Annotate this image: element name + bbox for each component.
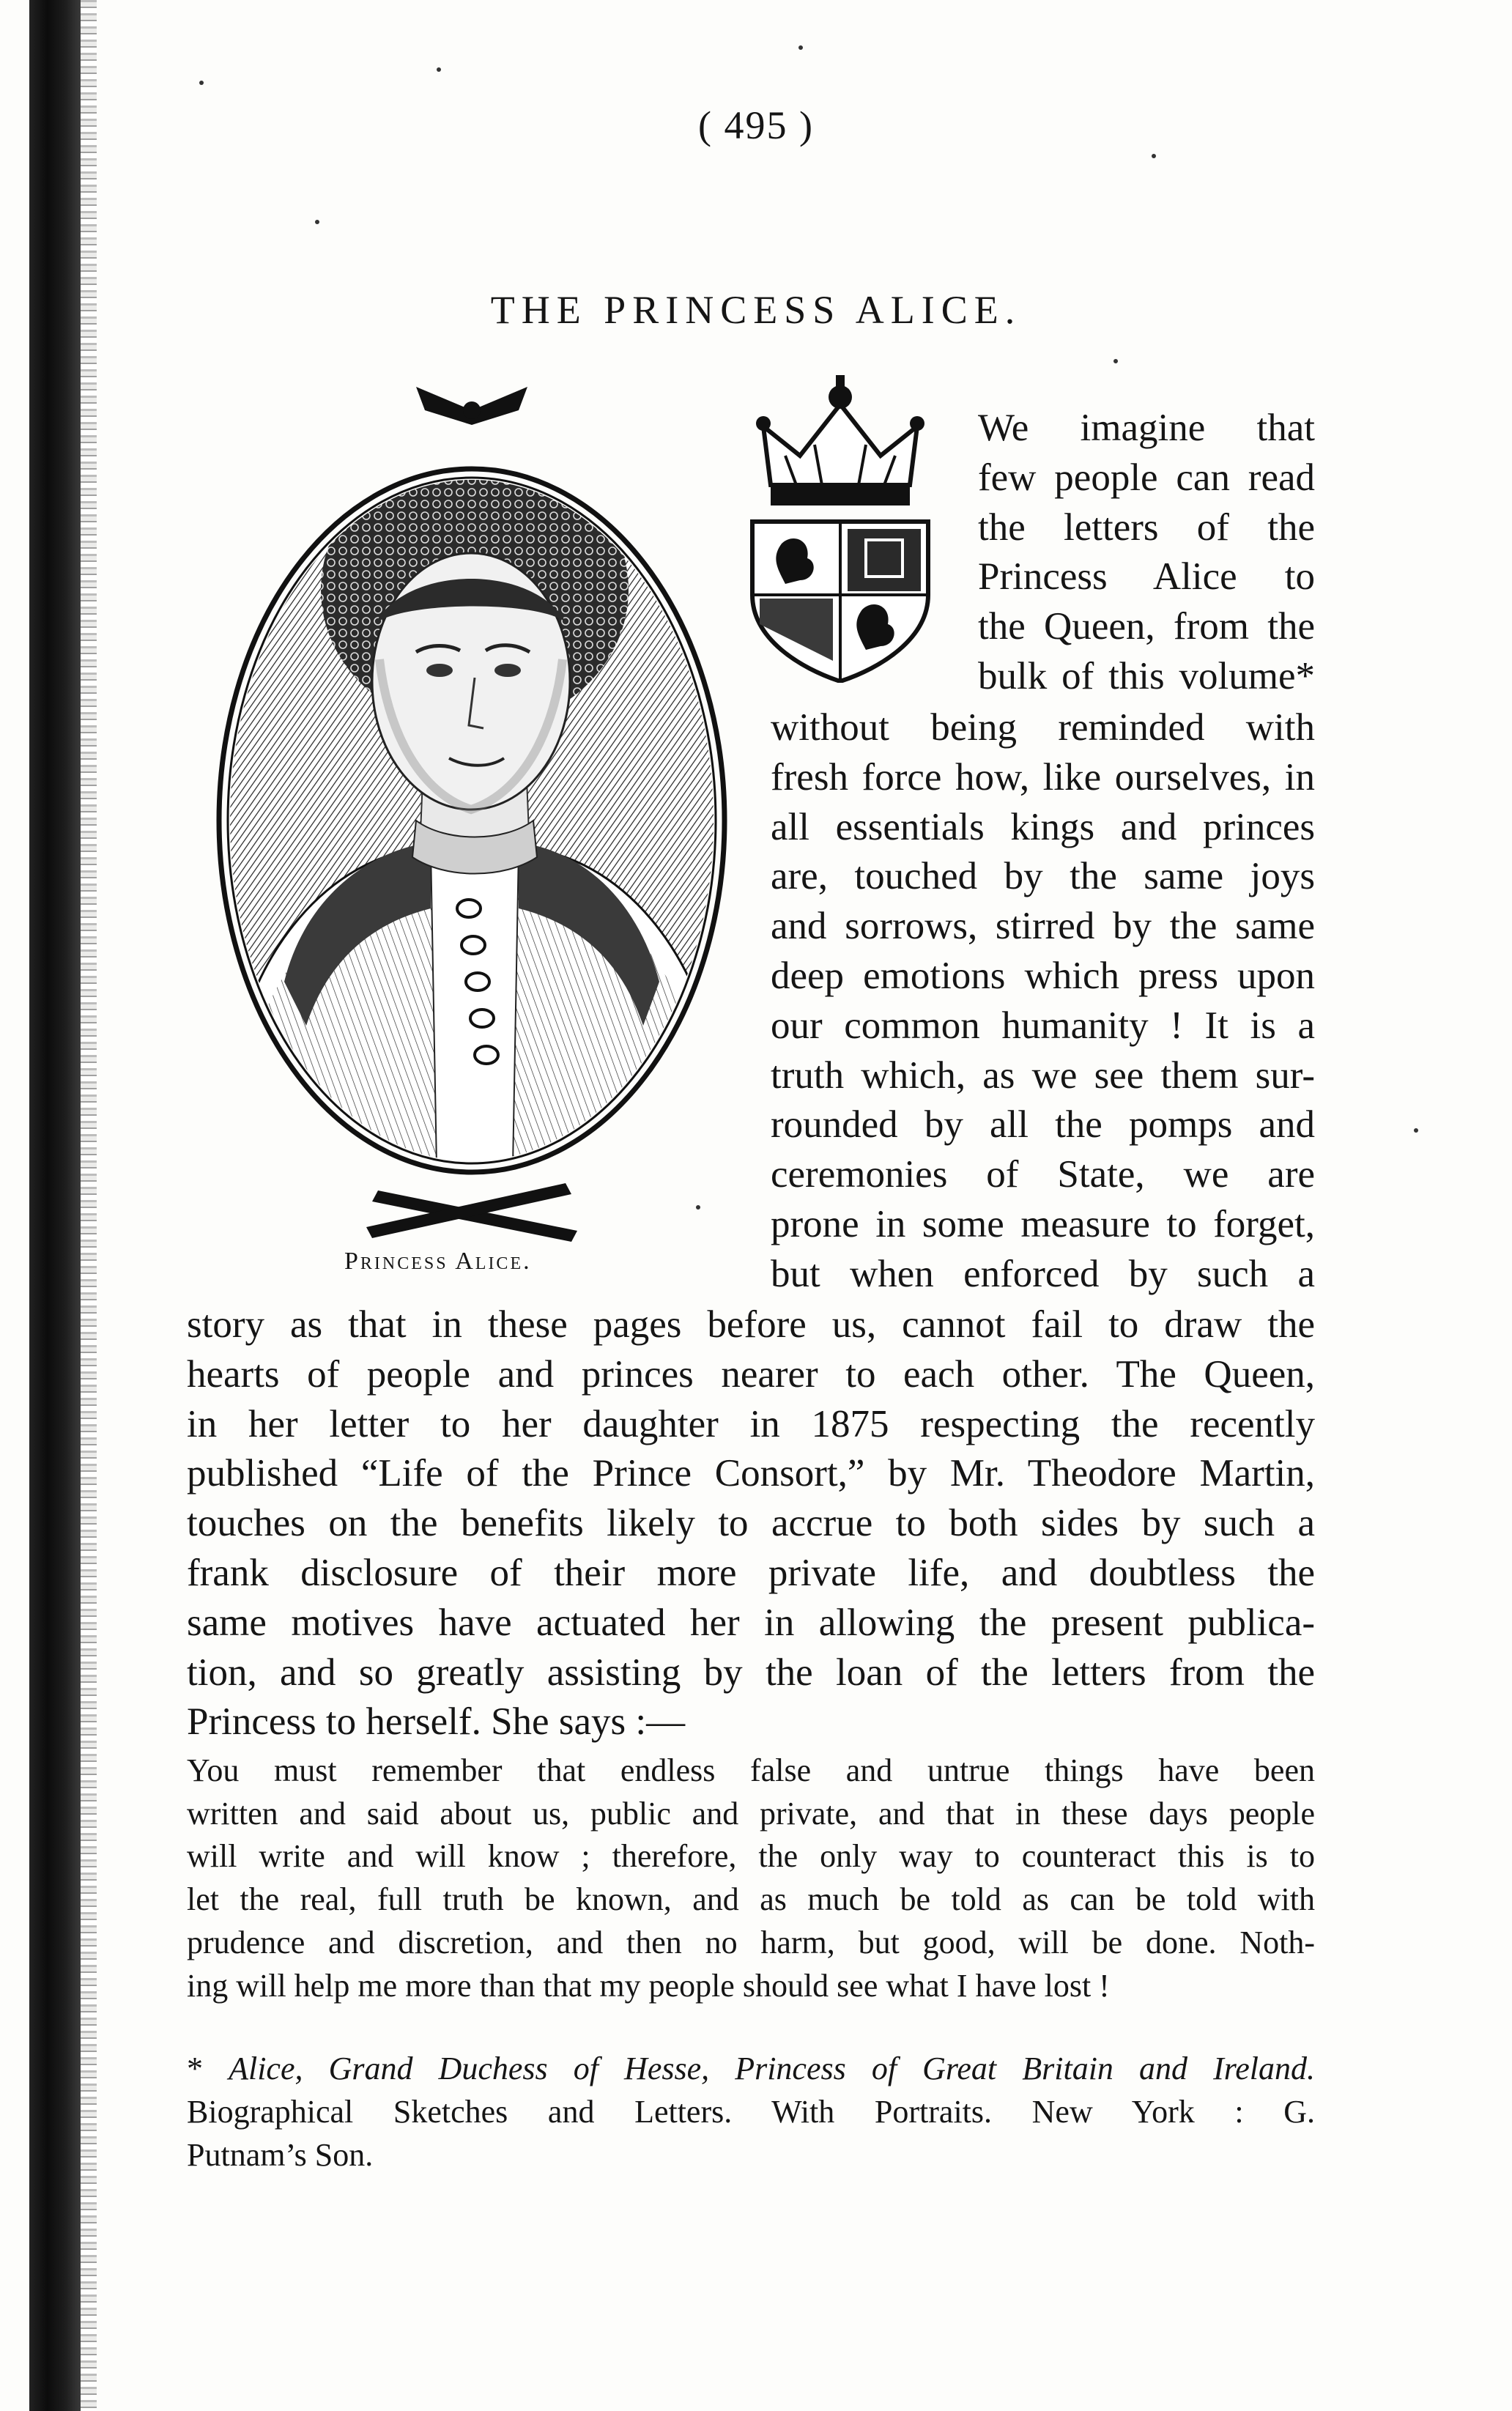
footnote <box>187 2047 1315 2177</box>
text-line: few people can read <box>978 456 1315 499</box>
quote-line: prudence and discretion, and then no harm, but good, will be done. Noth- <box>187 1924 1315 1960</box>
footnote-line: Putnam’s Son. <box>187 2137 374 2173</box>
scan-speck <box>1113 359 1118 363</box>
footnote-first-line <box>187 2047 1315 2090</box>
text-line: without being reminded with <box>771 706 1315 749</box>
text-line: the letters of the <box>978 505 1315 549</box>
text-line: rounded by all the pomps and <box>771 1103 1315 1147</box>
text-line: tion, and so greatly assisting by the loan of the letters from the <box>187 1651 1315 1694</box>
scan-speck <box>199 81 204 85</box>
full-width-paragraph <box>187 1300 1315 1747</box>
text-line: the Queen, from the <box>978 605 1315 648</box>
text-line: prone in some measure to forget, <box>771 1202 1315 1245</box>
text-line: Princess Alice to <box>978 555 1315 599</box>
text-line: story as that in these pages before us, cannot fail to draw the <box>187 1303 1315 1346</box>
block-quote <box>187 1749 1315 2007</box>
scan-speck <box>798 45 803 50</box>
quote-line: let the real, full truth be known, and as much be told as can be told with <box>187 1881 1315 1918</box>
footnote-book-title: Alice, Grand Duchess of Hesse, Princess of Great Britain and Ireland. <box>229 2051 1316 2086</box>
scan-speck <box>1152 154 1156 158</box>
quote-line: will write and will know ; therefore, the only way to counteract this is to <box>187 1838 1315 1875</box>
text-line: and sorrows, stirred by the same <box>771 905 1315 948</box>
text-line: fresh force how, like ourselves, in <box>771 755 1315 799</box>
footnote-marker: * <box>187 2051 229 2086</box>
scan-speck <box>437 67 441 72</box>
text-line: are, touched by the same joys <box>771 855 1315 898</box>
text-line: We imagine that <box>978 407 1315 449</box>
text-line: hearts of people and princes nearer to each other. The Queen, <box>187 1352 1315 1396</box>
middle-column <box>771 703 1315 1300</box>
text-line: deep emotions which press upon <box>771 954 1315 997</box>
book-binding-gutter <box>29 0 81 2411</box>
page-edge-shadow <box>81 0 97 2411</box>
page-number: ( 495 ) <box>698 103 814 147</box>
text-line: frank disclosure of their more private life, and doubtless the <box>187 1551 1315 1594</box>
text-line: our common humanity ! It is a <box>771 1004 1315 1047</box>
scan-speck <box>1414 1128 1418 1133</box>
text-line: all essentials kings and princes <box>771 805 1315 848</box>
royal-crest-icon <box>741 375 939 683</box>
scan-speck <box>696 1205 700 1210</box>
text-line: same motives have actuated her in allowing the present publica- <box>187 1601 1315 1644</box>
text-line: truth which, as we see them sur- <box>771 1053 1315 1097</box>
text-line: but when enforced by such a <box>771 1252 1315 1295</box>
text-line: ceremonies of State, we are <box>771 1153 1315 1196</box>
text-line: published “Life of the Prince Consort,” by Mr. Theodore Martin, <box>187 1452 1315 1495</box>
text-line: Princess to herself. She says :— <box>187 1700 686 1744</box>
opening-column <box>978 404 1315 702</box>
footnote-line: Biographical Sketches and Letters. With Portraits. New York : G. <box>187 2094 1315 2130</box>
quote-line: written and said about us, public and private, and that in these days people <box>187 1795 1315 1832</box>
article-title: THE PRINCESS ALICE. <box>490 288 1022 332</box>
text-line: bulk of this volume* <box>978 654 1315 697</box>
princess-alice-portrait <box>196 381 747 1245</box>
text-line: touches on the benefits likely to accrue to both sides by such a <box>187 1502 1315 1545</box>
portrait-caption: Princess Alice. <box>344 1248 532 1275</box>
scan-speck <box>315 220 319 224</box>
quote-line: You must remember that endless false and untrue things have been <box>187 1752 1315 1788</box>
text-line: in her letter to her daughter in 1875 respecting the recently <box>187 1402 1315 1445</box>
quote-line: ing will help me more than that my people should see what I have lost ! <box>187 1967 1110 2004</box>
